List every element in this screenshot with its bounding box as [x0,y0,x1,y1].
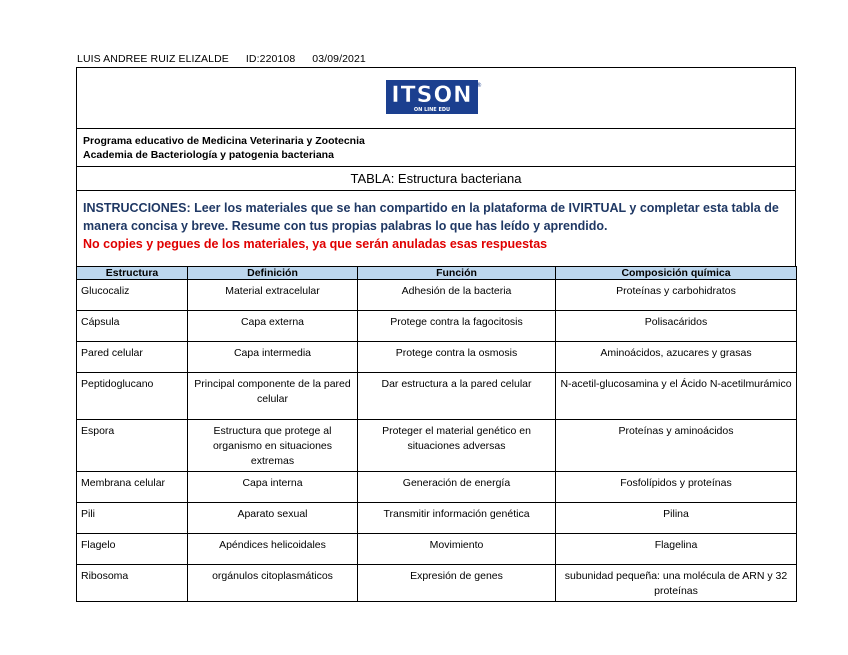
program-line-1: Programa educativo de Medicina Veterinaria y Zootecnia [83,135,365,147]
student-id: ID:220108 [245,53,296,65]
cell-function: Expresión de genes [358,565,556,602]
bacterial-structure-table [76,266,797,602]
cell-composition: Flagelina [556,534,797,565]
header-funcion: Función [358,267,556,280]
instructions-warning: No copies y pegues de los materiales, ya que serán anuladas esas respuestas [83,237,548,251]
cell-composition: Pilina [556,503,797,534]
table-row [77,565,797,602]
cell-definition: Apéndices helicoidales [188,534,358,565]
document-date: 03/09/2021 [312,53,366,65]
table-row [77,342,797,373]
cell-structure: Glucocaliz [77,280,188,311]
table-row [77,472,797,503]
logo-text: ITSON [391,83,473,108]
table-row [77,373,797,420]
table-row [77,280,797,311]
document-header [77,53,380,65]
header-definicion: Definición [188,267,358,280]
header-composicion: Composición química [556,267,797,280]
cell-function: Proteger el material genético en situaciones adversas [358,420,556,472]
cell-function: Dar estructura a la pared celular [358,373,556,420]
cell-definition: Estructura que protege al organismo en situaciones extremas [188,420,358,472]
student-name: LUIS ANDREE RUIZ ELIZALDE [77,53,229,65]
cell-function: Protege contra la osmosis [358,342,556,373]
cell-composition: Fosfolípidos y proteínas [556,472,797,503]
header-estructura: Estructura [77,267,188,280]
cell-structure: Espora [77,420,188,472]
cell-structure: Pili [77,503,188,534]
cell-structure: Pared celular [77,342,188,373]
cell-function: Movimiento [358,534,556,565]
program-info [77,129,795,167]
cell-definition: Capa interna [188,472,358,503]
cell-composition: N-acetil-glucosamina y el Ácido N-acetilmurámico [556,373,797,420]
cell-composition: Polisacáridos [556,311,797,342]
table-row [77,503,797,534]
cell-definition: Aparato sexual [188,503,358,534]
itson-logo [386,80,482,114]
instructions-main: INSTRUCCIONES: Leer los materiales que se han compartido en la plataforma de IVIRTUAL y completar esta tabla de manera concisa y breve. Resume con tus propias palabras lo que has leído y aprendido. [83,201,779,233]
cell-structure: Ribosoma [77,565,188,602]
cell-function: Protege contra la fagocitosis [358,311,556,342]
program-line-2: Academia de Bacteriología y patogenia bacteriana [83,149,334,161]
logo-row [77,68,795,129]
cell-structure: Membrana celular [77,472,188,503]
cell-definition: Capa intermedia [188,342,358,373]
logo-subtext: ON LINE EDU [413,107,451,113]
cell-definition: Capa externa [188,311,358,342]
cell-definition: orgánulos citoplasmáticos [188,565,358,602]
cell-definition: Material extracelular [188,280,358,311]
cell-function: Adhesión de la bacteria [358,280,556,311]
cell-structure: Peptidoglucano [77,373,188,420]
table-row [77,311,797,342]
table-row [77,420,797,472]
document-frame [76,67,796,270]
cell-definition: Principal componente de la pared celular [188,373,358,420]
cell-composition: Proteínas y carbohidratos [556,280,797,311]
cell-structure: Flagelo [77,534,188,565]
cell-composition: Proteínas y aminoácidos [556,420,797,472]
cell-structure: Cápsula [77,311,188,342]
table-header-row [77,267,797,280]
cell-function: Transmitir información genética [358,503,556,534]
cell-composition: subunidad pequeña: una molécula de ARN y 32 proteínas [556,565,797,602]
instructions [77,191,795,269]
cell-composition: Aminoácidos, azucares y grasas [556,342,797,373]
table-title: TABLA: Estructura bacteriana [77,167,795,191]
logo-mark: ® [476,82,482,89]
cell-function: Generación de energía [358,472,556,503]
table-row [77,534,797,565]
